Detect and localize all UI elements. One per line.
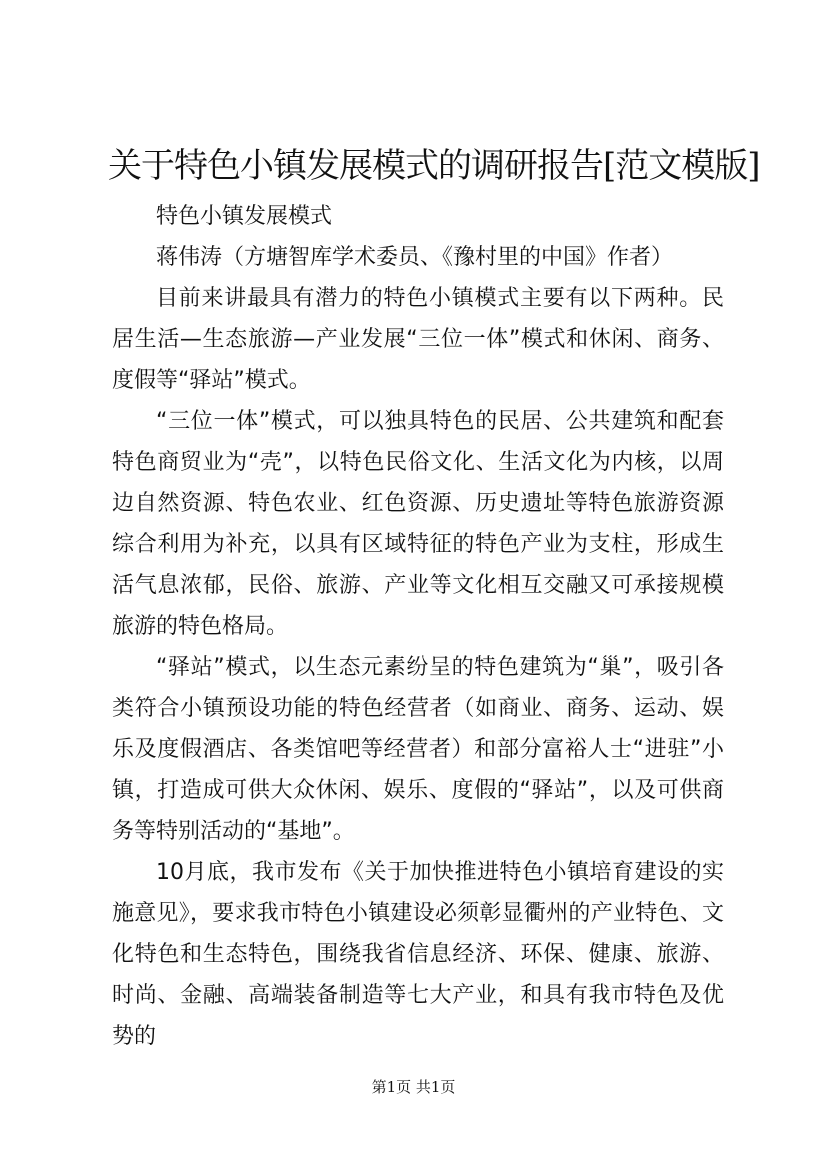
document-title: 关于特色小镇发展模式的调研报告[范文模版] bbox=[108, 146, 760, 186]
paragraph-4: 10月底，我市发布《关于加快推进特色小镇培育建设的实施意见》，要求我市特色小镇建设必须彰显衢州的产业特色、文化特色和生态特色，围绕我省信息经济、环保、健康、旅游、时尚、金融、高端装备制造等七大产业，和具有我市特色及优势的 bbox=[112, 860, 724, 1049]
paragraph-1: 目前来讲最具有潜力的特色小镇模式主要有以下两种。民居生活—生态旅游—产业发展“三位一体”模式和休闲、商务、度假等“驿站”模式。 bbox=[112, 286, 724, 393]
paragraph-2: “三位一体”模式，可以独具特色的民居、公共建筑和配套特色商贸业为“壳”，以特色民俗文化、生活文化为内核，以周边自然资源、特色农业、红色资源、历史遗址等特色旅游资源综合利用为补充，以具有区域特征的特色产业为支柱，形成生活气息浓郁，民俗、旅游、产业等文化相互交融又可承接规模旅游的特色格局。 bbox=[112, 409, 724, 639]
document-body bbox=[112, 192, 724, 1057]
page-footer: 第1页 共1页 bbox=[371, 1078, 456, 1096]
paragraph-3: “驿站”模式，以生态元素纷呈的特色建筑为“巢”，吸引各类符合小镇预设功能的特色经营者（如商业、商务、运动、娱乐及度假酒店、各类馆吧等经营者）和部分富裕人士“进驻”小镇，打造成可供大众休闲、娱乐、度假的“驿站”，以及可供商务等特别活动的“基地”。 bbox=[112, 655, 724, 844]
subtitle: 特色小镇发展模式 bbox=[156, 204, 333, 229]
author-line: 蒋伟涛（方塘智库学术委员、《豫村里的中国》作者） bbox=[156, 245, 674, 270]
